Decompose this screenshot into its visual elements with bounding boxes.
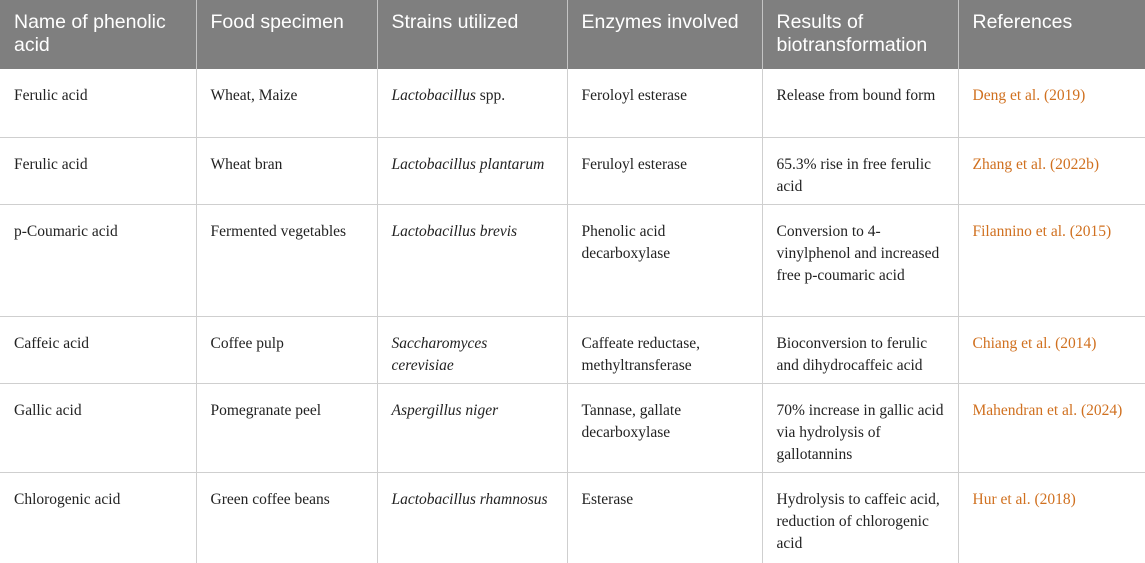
header-enzymes: Enzymes involved [567, 0, 762, 69]
cell-enzyme: Feruloyl esterase [567, 137, 762, 204]
table-row [0, 204, 1145, 316]
strain-name: Lactobacillus [391, 87, 476, 104]
strain-name: Saccharomyces cerevisiae [391, 334, 488, 374]
cell-acid: Ferulic acid [0, 137, 196, 204]
cell-strain [377, 204, 567, 316]
reference-link[interactable]: Deng et al. (2019) [958, 69, 1145, 137]
reference-link[interactable]: Filannino et al. (2015) [958, 204, 1145, 316]
cell-enzyme: Phenolic acid decarboxylase [567, 204, 762, 316]
table-body [0, 69, 1145, 563]
strain-name: Lactobacillus plantarum [391, 155, 545, 173]
cell-food: Fermented vegetables [196, 204, 377, 316]
header-row [0, 0, 1145, 69]
cell-acid: Caffeic acid [0, 316, 196, 383]
cell-enzyme: Feroloyl esterase [567, 69, 762, 137]
header-strains: Strains utilized [377, 0, 567, 69]
table-header [0, 0, 1145, 69]
cell-acid: Chlorogenic acid [14, 490, 121, 508]
cell-strain [377, 472, 567, 563]
header-food-specimen: Food specimen [196, 0, 377, 69]
reference-link[interactable]: Zhang et al. (2022b) [958, 137, 1145, 204]
strain-suffix: spp. [475, 87, 506, 104]
cell-strain [377, 316, 567, 383]
cell-enzyme: Tannase, gallate decarboxylase [567, 383, 762, 472]
table-row [0, 316, 1145, 383]
cell-result: Conversion to 4-vinylphenol and increased free p-coumaric acid [762, 204, 958, 316]
cell-result: Release from bound form [762, 69, 958, 137]
header-phenolic-acid: Name of phenolic acid [14, 11, 166, 56]
header-references: References [958, 0, 1145, 69]
cell-acid: Gallic acid [0, 383, 196, 472]
strain-name: Lactobacillus brevis [391, 222, 518, 240]
cell-acid: p-Coumaric acid [0, 204, 196, 316]
reference-link[interactable]: Mahendran et al. (2024) [958, 383, 1145, 472]
reference-link[interactable]: Chiang et al. (2014) [958, 316, 1145, 383]
cell-strain [377, 383, 567, 472]
cell-result: 70% increase in gallic acid via hydrolysis of gallotannins [762, 383, 958, 472]
cell-enzyme: Esterase [567, 472, 762, 563]
cell-acid: Ferulic acid [0, 69, 196, 137]
table-row [0, 137, 1145, 204]
cell-food: Coffee pulp [196, 316, 377, 383]
table-row [0, 472, 1145, 563]
cell-result: Bioconversion to ferulic and dihydrocaffeic acid [762, 316, 958, 383]
cell-food: Pomegranate peel [196, 383, 377, 472]
strain-name: Aspergillus niger [391, 401, 499, 419]
cell-enzyme: Caffeate reductase, methyltransferase [567, 316, 762, 383]
reference-link[interactable]: Hur et al. (2018) [958, 472, 1145, 563]
header-results: Results of biotransformation [762, 0, 958, 69]
cell-food: Wheat bran [196, 137, 377, 204]
table-row [0, 69, 1145, 137]
table-row [0, 383, 1145, 472]
cell-result: Hydrolysis to caffeic acid, reduction of chlorogenic acid [762, 472, 958, 563]
cell-strain [377, 137, 567, 204]
cell-strain [377, 69, 567, 137]
cell-food: Green coffee beans [196, 472, 377, 563]
cell-result: 65.3% rise in free ferulic acid [762, 137, 958, 204]
strain-name: Lactobacillus rhamnosus [391, 490, 548, 508]
cell-food: Wheat, Maize [196, 69, 377, 137]
